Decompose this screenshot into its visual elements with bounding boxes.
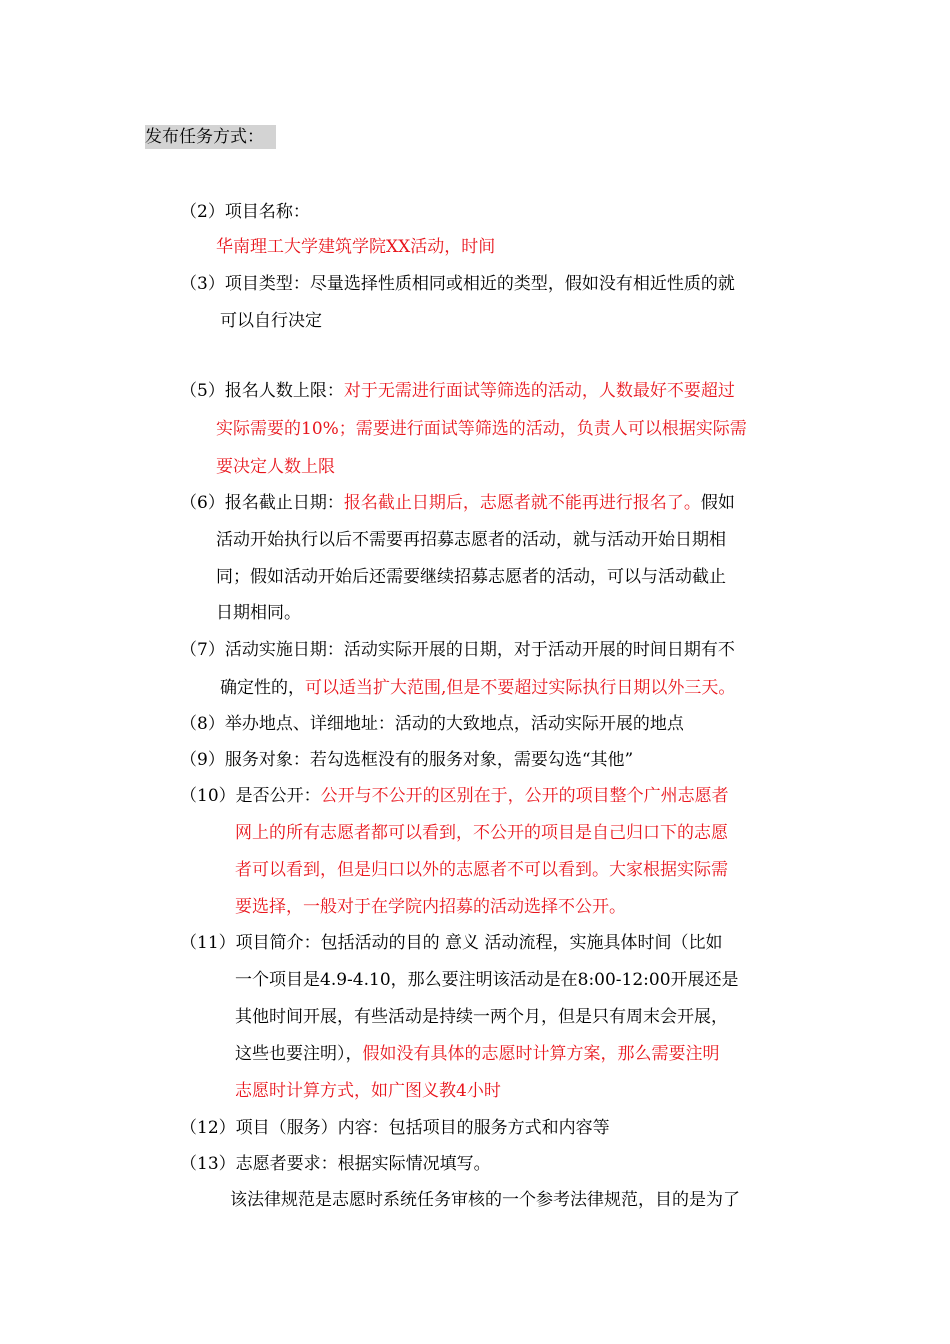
item-8-line: （8）举办地点、详细地址：活动的大致地点，活动实际开展的地点 xyxy=(180,714,684,734)
item-10-red-1: 公开与不公开的区别在于，公开的项目整个广州志愿者 xyxy=(320,786,729,806)
item-10-line-4: 要选择，一般对于在学院内招募的活动选择不公开。 xyxy=(235,897,626,917)
item-5-line-2: 实际需要的10%；需要进行面试等筛选的活动，负责人可以根据实际需 xyxy=(216,419,747,439)
item-2-label: （2）项目名称： xyxy=(180,202,310,222)
item-9-line: （9）服务对象：若勾选框没有的服务对象，需要勾选“其他” xyxy=(180,750,634,770)
item-6-line-3: 同；假如活动开始后还需要继续招募志愿者的活动，可以与活动截止 xyxy=(216,567,726,587)
item-12-line: （12）项目（服务）内容：包括项目的服务方式和内容等 xyxy=(180,1118,610,1138)
item-10-line-3: 者可以看到，但是归口以外的志愿者不可以看到。大家根据实际需 xyxy=(235,860,728,880)
closing-paragraph-line: 该法律规范是志愿时系统任务审核的一个参考法律规范，目的是为了 xyxy=(230,1190,740,1210)
item-7-line-2 xyxy=(220,677,735,699)
item-10-line-1 xyxy=(180,785,729,807)
item-6-line-4: 日期相同。 xyxy=(216,603,301,623)
item-6-red-1: 报名截止日期后，志愿者就不能再进行报名了。 xyxy=(343,493,701,513)
item-7-red-2: 可以适当扩大范围,但是不要超过实际执行日期以外三天。 xyxy=(305,678,736,698)
item-6-line-1 xyxy=(180,492,735,514)
item-6-label: （6）报名截止日期： xyxy=(180,493,344,513)
item-7-black-2: 确定性的， xyxy=(220,678,305,698)
item-11-black-4: 这些也要注明）， xyxy=(235,1044,363,1064)
section-heading: 发布任务方式： xyxy=(145,125,276,149)
item-11-red-4: 假如没有具体的志愿时计算方案，那么需要注明 xyxy=(362,1044,720,1064)
item-5-line-3: 要决定人数上限 xyxy=(216,457,335,477)
item-6-line-2: 活动开始执行以后不需要再招募志愿者的活动，就与活动开始日期相 xyxy=(216,530,726,550)
item-11-line-1: （11）项目简介：包括活动的目的 意义 活动流程，实施具体时间（比如 xyxy=(180,933,723,953)
item-3-line-2: 可以自行决定 xyxy=(220,311,322,331)
item-6-black-1: 假如 xyxy=(700,493,735,513)
item-3-line-1: （3）项目类型：尽量选择性质相同或相近的类型，假如没有相近性质的就 xyxy=(180,274,735,294)
item-7-line-1: （7）活动实施日期：活动实际开展的日期，对于活动开展的时间日期有不 xyxy=(180,640,735,660)
item-5-label: （5）报名人数上限： xyxy=(180,381,344,401)
item-11-line-4 xyxy=(235,1043,720,1065)
item-13-line: （13）志愿者要求：根据实际情况填写。 xyxy=(180,1154,491,1174)
item-5-red-1: 对于无需进行面试等筛选的活动，人数最好不要超过 xyxy=(343,381,735,401)
item-11-line-2: 一个项目是4.9-4.10，那么要注明该活动是在8:00-12:00开展还是 xyxy=(235,970,739,990)
item-11-line-3: 其他时间开展，有些活动是持续一两个月，但是只有周末会开展， xyxy=(235,1007,728,1027)
item-11-line-5: 志愿时计算方式，如广图义教4小时 xyxy=(235,1081,501,1101)
item-2-value: 华南理工大学建筑学院XX活动，时间 xyxy=(216,237,496,257)
item-10-label: （10）是否公开： xyxy=(180,786,321,806)
item-5-line-1 xyxy=(180,380,735,402)
item-10-line-2: 网上的所有志愿者都可以看到，不公开的项目是自己归口下的志愿 xyxy=(235,823,728,843)
